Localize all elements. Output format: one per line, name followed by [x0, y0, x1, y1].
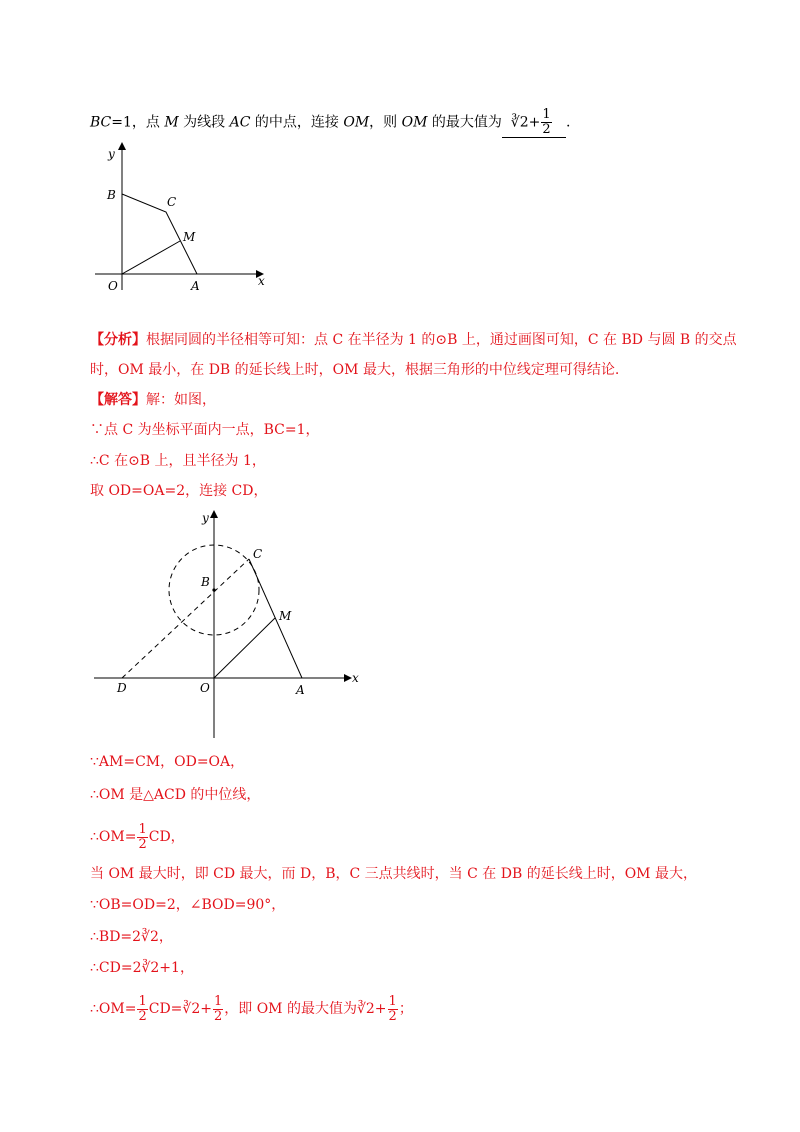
text-om: OM — [401, 114, 428, 131]
segment-c-a — [249, 559, 302, 678]
question-line — [90, 108, 570, 138]
analysis-line-1 — [90, 330, 737, 350]
label-c: C — [167, 195, 177, 209]
solution-intro: 解：如图， — [146, 392, 216, 408]
text: 的最大值为 — [427, 114, 502, 131]
solution-line-4 — [90, 752, 244, 772]
text: =1，点 — [111, 114, 165, 131]
figure-2 — [90, 506, 370, 742]
solution-text: ∵OB=OD=2，∠BOD=90°， — [90, 897, 286, 913]
dashed-d-c — [122, 559, 249, 678]
analysis-text-1: 根据同圆的半径相等可知：点 C 在半径为 1 的⊙B 上，通过画图可知，C 在 BD 与圆 B 的交点 — [146, 332, 737, 348]
solution-text: ∴OM= — [90, 1001, 137, 1017]
label-d: D — [117, 681, 127, 695]
text: . — [565, 114, 571, 131]
text-ac: AC — [229, 114, 251, 131]
answer-root: ∛2+ — [510, 114, 541, 131]
fraction-half — [137, 995, 147, 1024]
frac-den: 2 — [213, 1008, 223, 1024]
frac-den: 2 — [138, 836, 147, 852]
label-b: B — [201, 575, 210, 589]
fraction-half — [137, 823, 147, 852]
label-c: C — [253, 547, 263, 561]
label-y: y — [108, 147, 115, 161]
solution-text: 当 OM 最大时，即 CD 最大，而 D，B，C 三点共线时，当 C 在 DB 的延长线上时，OM 最大， — [90, 866, 697, 882]
solution-text: ∴OM= — [90, 829, 137, 845]
solution-text: ∵AM=CM，OD=OA， — [90, 754, 245, 770]
solution-text: 取 OD=OA=2，连接 CD， — [90, 483, 268, 499]
frac-den: 2 — [138, 1008, 147, 1024]
solution-text: ∴C 在⊙B 上，且半径为 1， — [90, 453, 266, 469]
text: ，则 — [369, 114, 402, 131]
frac-num: 1 — [388, 993, 397, 1009]
solution-text: ∴OM 是△ACD 的中位线， — [90, 787, 261, 803]
solution-line-8 — [90, 895, 285, 915]
solution-text: ∴BD=2∛2， — [90, 929, 173, 945]
text-om: OM — [343, 114, 370, 131]
frac-den: 2 — [388, 1008, 397, 1024]
solution-text: CD， — [148, 829, 185, 845]
solution-tag: 【解答】 — [90, 392, 146, 408]
solution-text: CD=∛2+ — [148, 1001, 212, 1017]
frac-num: 1 — [213, 993, 223, 1009]
label-a: A — [296, 683, 305, 697]
solution-line-1 — [90, 420, 320, 440]
frac-den: 2 — [542, 122, 551, 137]
figure-1 — [90, 140, 280, 300]
solution-text: ∵点 C 为坐标平面内一点，BC=1， — [90, 422, 320, 438]
label-x: x — [258, 274, 265, 288]
text: 为线段 — [178, 114, 230, 131]
frac-num: 1 — [138, 821, 147, 837]
answer-fraction — [541, 108, 551, 137]
frac-num: 1 — [138, 993, 147, 1009]
solution-line-9 — [90, 927, 173, 947]
segment-o-m — [214, 618, 275, 678]
label-m: M — [279, 609, 292, 623]
label-x: x — [352, 671, 359, 685]
solution-line-7 — [90, 864, 697, 884]
label-o: O — [108, 279, 118, 293]
point-b — [212, 588, 215, 591]
solution-line-5 — [90, 785, 260, 805]
label-m: M — [183, 230, 196, 244]
solution-line-11 — [90, 992, 413, 1026]
solution-line-6 — [90, 820, 185, 854]
solution-line-10 — [90, 958, 194, 978]
solution-text: ； — [398, 1001, 413, 1017]
solution-text: ，即 OM 的最大值为∛2+ — [224, 1001, 387, 1017]
label-y: y — [202, 511, 209, 525]
label-o: O — [200, 681, 210, 695]
analysis-tag: 【分析】 — [90, 332, 146, 348]
text-m: M — [164, 114, 179, 131]
solution-line-intro — [90, 390, 216, 410]
text: 的中点，连接 — [250, 114, 344, 131]
answer-blank — [502, 108, 566, 138]
solution-text: ∴CD=2∛2+1， — [90, 960, 194, 976]
frac-num: 1 — [542, 107, 551, 122]
text-bc: BC — [90, 114, 112, 131]
label-a: A — [191, 279, 200, 293]
segment-o-m — [122, 241, 180, 274]
analysis-text-2: 时，OM 最小，在 DB 的延长线上时，OM 最大，根据三角形的中位线定理可得结论. — [90, 362, 620, 378]
analysis-line-2 — [90, 360, 619, 380]
label-b: B — [107, 188, 116, 202]
solution-line-3 — [90, 481, 268, 501]
solution-line-2 — [90, 451, 266, 471]
fraction-half — [213, 995, 223, 1024]
fraction-half — [388, 995, 398, 1024]
